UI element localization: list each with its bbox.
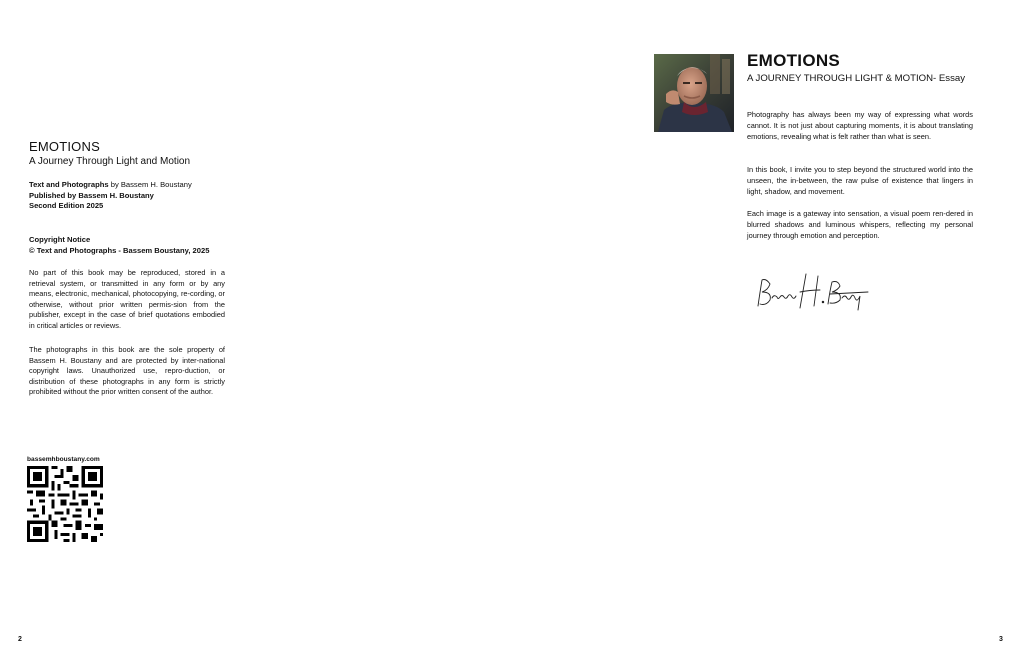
website-link[interactable]: bassemhboustany.com xyxy=(27,456,100,463)
author-portrait xyxy=(654,54,734,132)
essay-paragraph-1: Photography has always been my way of expressing what words cannot. It is not just about capturing moments, it is about translating emotions, revealing what is felt rather than what is seen. xyxy=(747,110,973,141)
copyright-line: © Text and Photographs - Bassem Boustany, 2025 xyxy=(29,245,210,255)
book-title: EMOTIONS xyxy=(29,139,100,154)
photo-rights-paragraph: The photographs in this book are the sole property of Bassem H. Boustany and are protected by inter-national copyright laws. Unauthorized use, repro-duction, or distribution of these photographs in any form is strictly prohibited without the prior written consent of the author. xyxy=(29,345,225,397)
right-page xyxy=(512,0,1024,662)
page-number-left: 2 xyxy=(18,636,22,643)
rights-paragraph: No part of this book may be reproduced, stored in a retrieval system, or transmitted in any form or by any means, electronic, mechanical, photocopying, re-cording, or otherwise, without prior written permis-sion from the publisher, except in the case of brief quotations embodied in critical articles or reviews. xyxy=(29,268,225,330)
credits-publisher: Published by Bassem H. Boustany xyxy=(29,190,154,200)
credits-text-photos xyxy=(29,180,192,191)
essay-paragraph-2: In this book, I invite you to step beyond the structured world into the unseen, the in-between, the raw pulse of existence that lingers in light, shadow, and movement. xyxy=(747,165,973,196)
essay-title: EMOTIONS xyxy=(747,51,841,70)
page-number-right: 3 xyxy=(999,636,1003,643)
qr-code-icon[interactable] xyxy=(27,466,103,542)
copyright-heading: Copyright Notice xyxy=(29,235,91,244)
essay-paragraph-3: Each image is a gateway into sensation, a visual poem ren-dered in blurred shadows and luminous whispers, reflecting my personal journey through emotion and perception. xyxy=(747,209,973,240)
author-signature xyxy=(750,270,870,318)
copyright-block xyxy=(29,235,209,256)
credits-edition: Second Edition 2025 xyxy=(29,201,104,211)
book-subtitle: A Journey Through Light and Motion xyxy=(29,156,191,167)
essay-subtitle: A JOURNEY THROUGH LIGHT & MOTION- Essay xyxy=(747,73,966,84)
credits-block xyxy=(29,180,192,212)
credits-author: by Bassem H. Boustany xyxy=(108,180,192,189)
credits-label: Text and Photographs xyxy=(29,180,109,189)
